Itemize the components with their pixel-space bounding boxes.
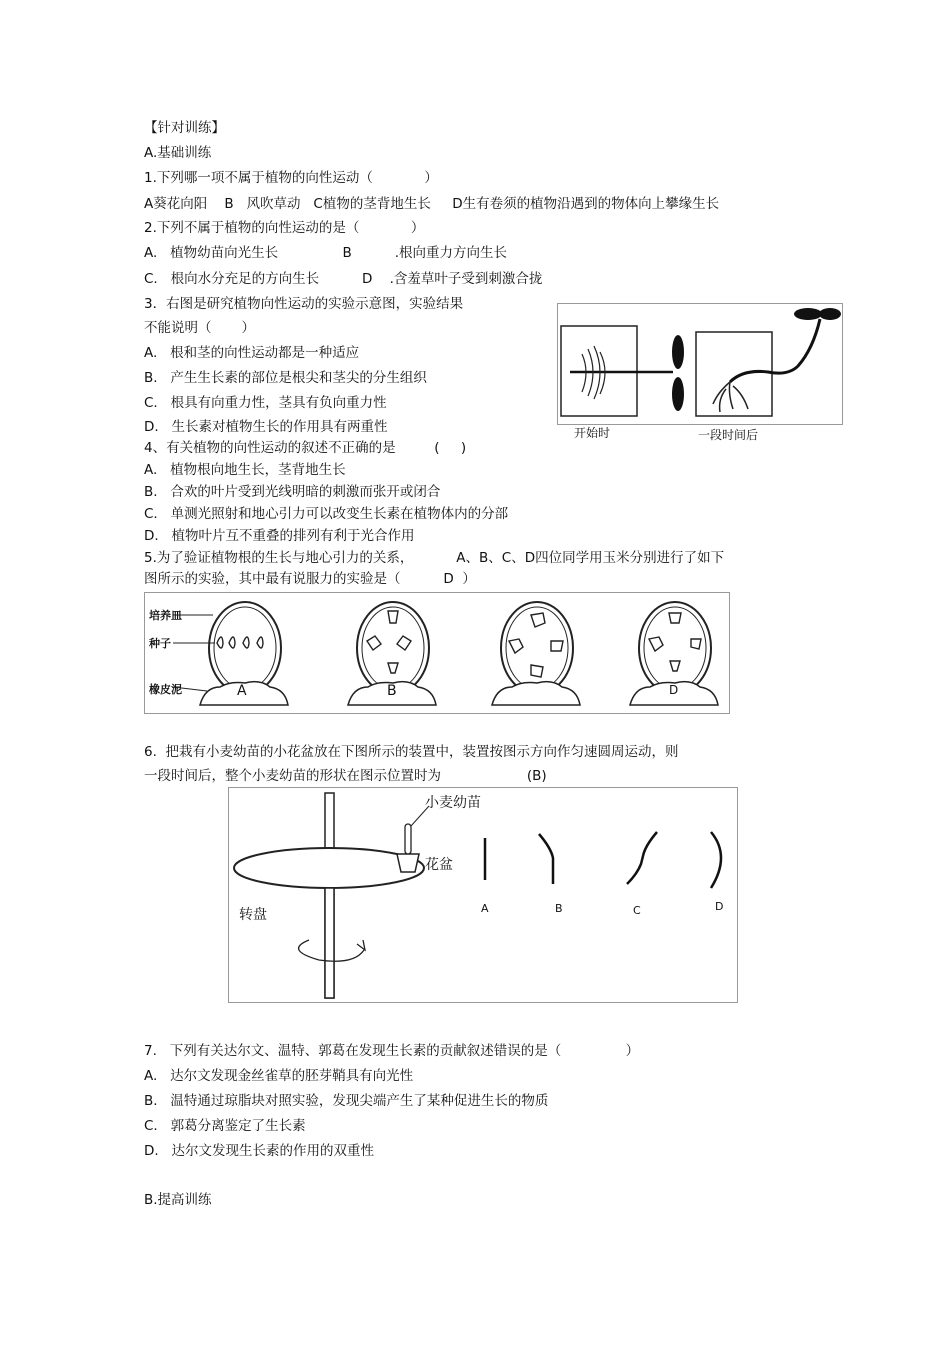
q7-option-b: B. 温特通过琼脂块对照实验，发现尖端产生了某种促进生长的物质 — [144, 1093, 549, 1109]
section-a-title: A.基础训练 — [144, 145, 212, 161]
q3-stem-line1: 3．右图是研究植物向性运动的实验示意图，实验结果 — [144, 296, 464, 312]
q1-stem: 1.下列哪一项不属于植物的向性运动（ ） — [144, 170, 438, 186]
q4-option-a: A. 植物根向地生长，茎背地生长 — [144, 462, 346, 478]
q7-option-c: C. 郭葛分离鉴定了生长素 — [144, 1118, 306, 1134]
q4-option-d: D. 植物叶片互不重叠的排列有利于光合作用 — [144, 528, 415, 544]
q5-label-dish: 培养皿 — [149, 609, 182, 622]
q5-letter-a: A — [237, 683, 247, 699]
q6-letter-c: C — [633, 904, 641, 917]
q2-options-cd: C. 根向水分充足的方向生长 D .含羞草叶子受到刺激合拢 — [144, 271, 543, 287]
q6-letter-b: B — [555, 902, 563, 915]
section-header: 【针对训练】 — [144, 120, 225, 136]
dish-c — [492, 602, 580, 705]
q3-option-b: B. 产生生长素的部位是根尖和茎尖的分生组织 — [144, 370, 427, 386]
q7-stem: 7. 下列有关达尔文、温特、郭葛在发现生长素的贡献叙述错误的是（ ） — [144, 1043, 640, 1059]
q1-options: A葵花向阳 B 风吹草动 C植物的茎背地生长 D生有卷须的植物沿遇到的物体向上攀缘生长 — [144, 196, 720, 212]
q5-letter-b: B — [387, 683, 397, 699]
q5-figure — [144, 592, 730, 714]
q2-stem: 2.下列不属于植物的向性运动的是（ ） — [144, 220, 425, 236]
q4-option-c: C. 单测光照射和地心引力可以改变生长素在植物体内的分部 — [144, 506, 509, 522]
q3-stem-line2: 不能说明（ ） — [144, 320, 256, 336]
section-b-title: B.提高训练 — [144, 1192, 212, 1208]
q3-option-c: C. 根具有向重力性，茎具有负向重力性 — [144, 395, 387, 411]
q7-option-a: A. 达尔文发现金丝雀草的胚芽鞘具有向光性 — [144, 1068, 414, 1084]
q3-figure — [557, 303, 843, 425]
q5-label-clay: 橡皮泥 — [149, 683, 182, 696]
dish-a — [173, 602, 288, 705]
q6-stem-line1: 6. 把栽有小麦幼苗的小花盆放在下图所示的装置中，装置按图示方向作匀速圆周运动，则 — [144, 744, 679, 760]
q6-letter-a: A — [481, 902, 489, 915]
q5-letter-d: D — [669, 683, 679, 697]
q6-figure — [228, 787, 738, 1003]
q2-options-ab: A. 植物幼苗向光生长 B .根向重力方向生长 — [144, 245, 507, 261]
q6-stem-line2: 一段时间后，整个小麦幼苗的形状在图示位置时为 (B) — [144, 768, 547, 784]
q7-option-d: D. 达尔文发现生长素的作用的双重性 — [144, 1143, 375, 1159]
q3-caption-start: 开始时 — [574, 426, 611, 440]
q3-option-a: A. 根和茎的向性运动都是一种适应 — [144, 345, 360, 361]
q5-stem-line1: 5.为了验证植物根的生长与地心引力的关系， A、B、C、D四位同学用玉米分别进行了如下 — [144, 550, 725, 566]
q4-stem: 4、有关植物的向性运动的叙述不正确的是 ( ) — [144, 440, 467, 456]
q6-label-pot: 花盆 — [425, 857, 453, 873]
q5-label-seed: 种子 — [149, 637, 171, 650]
q6-label-disk: 转盘 — [239, 907, 267, 923]
q3-caption-later: 一段时间后 — [698, 428, 759, 442]
q4-option-b: B. 合欢的叶片受到光线明暗的刺激而张开或闭合 — [144, 484, 441, 500]
q6-letter-d: D — [715, 900, 724, 913]
q5-stem-line2: 图所示的实验，其中最有说服力的实验是（ D ） — [144, 571, 476, 587]
q6-label-seedling: 小麦幼苗 — [425, 795, 481, 811]
q3-option-d: D. 生长素对植物生长的作用具有两重性 — [144, 419, 388, 435]
